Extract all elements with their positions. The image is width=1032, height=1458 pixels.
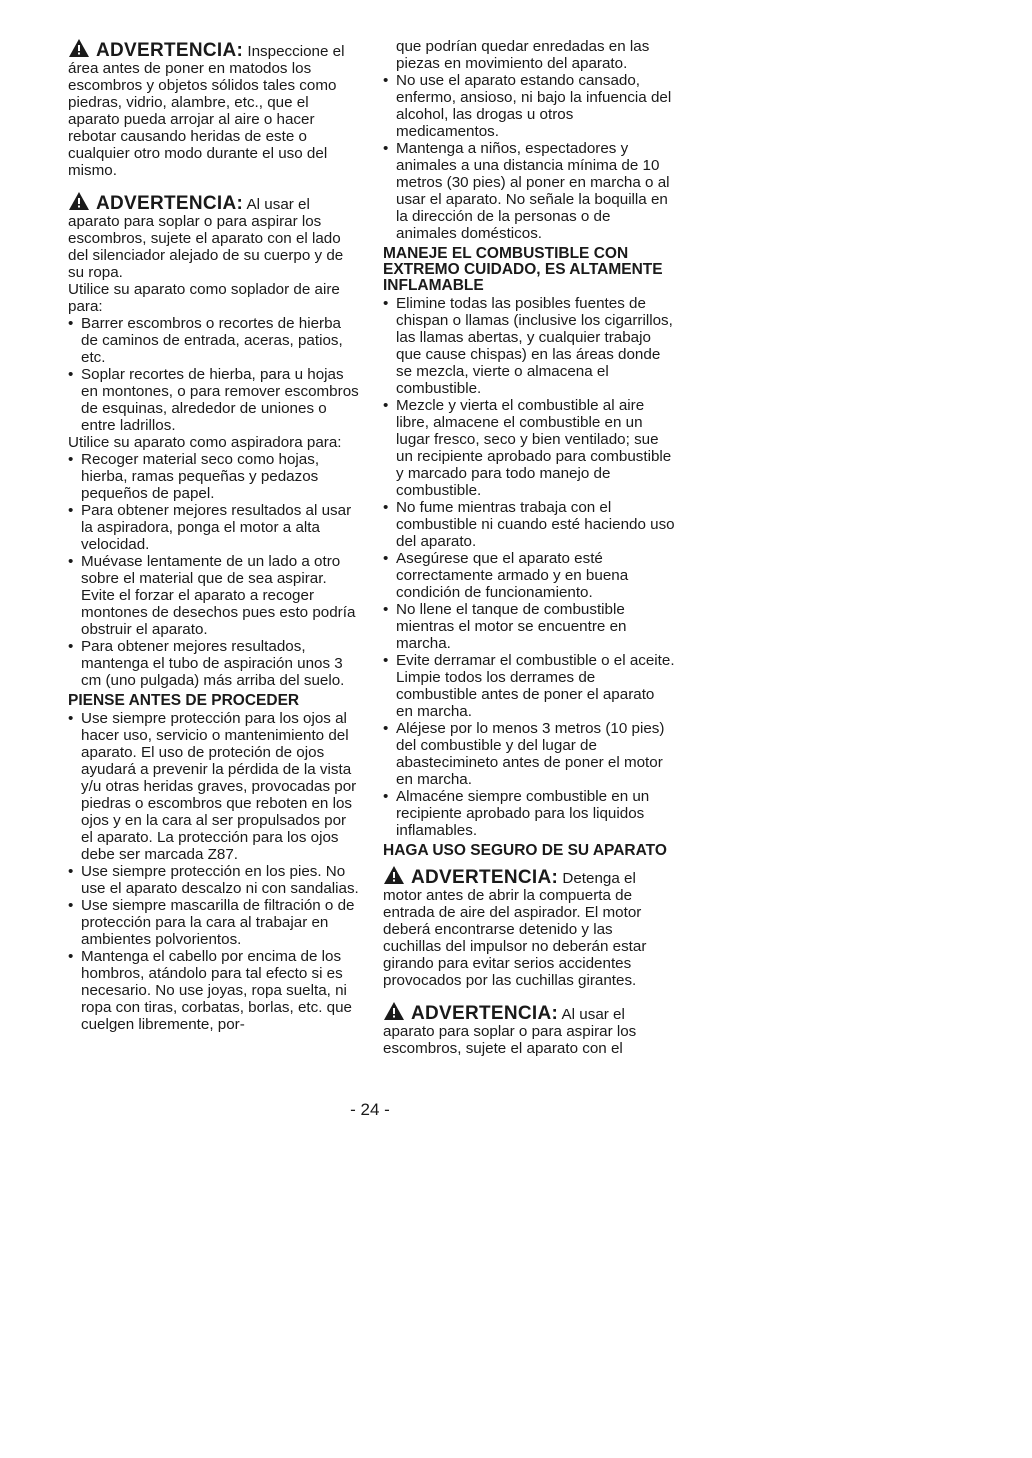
- list-item: • No llene el tanque de combustible mientras el motor se encuentre en marcha.: [383, 601, 675, 652]
- warning-label: ADVERTENCIA:: [96, 193, 244, 214]
- blower-intro: Utilice su aparato como soplador de aire para:: [68, 281, 340, 315]
- list-item: • Para obtener mejores resultados, mantenga el tubo de aspiración unos 3 cm (uno pulgada) más arriba del suelo.: [68, 638, 360, 689]
- conduct-list: [383, 72, 675, 242]
- warning-text: Detenga el motor antes de abrir la compuerta de entrada de aire del aspirador. El motor deberá encontrarse detenido y las cuchillas del impulsor no deberán estar girando para evitar serios accidentes provocados por las cuchillas girantes.: [383, 870, 647, 989]
- warning-text: Inspeccione el área antes de poner en matodos los escombros y objetos sólidos tales como piedras, vidrio, alambre, etc., que el aparato pueda arrojar al aire o hacer rebotar causando heridas de este o cualquier otro modo durante el uso del mismo.: [68, 43, 345, 179]
- list-item: • Recoger material seco como hojas, hierba, ramas pequeñas y pedazos pequeños de papel.: [68, 451, 360, 502]
- right-column: [383, 38, 675, 1057]
- warning-triangle-icon: [68, 38, 90, 58]
- list-item: • Mantenga el cabello por encima de los hombros, atándolo para tal efecto si es necesario. No use joyas, ropa suelta, ni ropa con tiras, corbatas, borlas, etc. que cuelgen libremente, por-: [68, 948, 360, 1033]
- list-item: • Soplar recortes de hierba, para u hojas en montones, o para remover escombros de esquinas, alrededor de uniones o entre ladrillos.: [68, 366, 360, 434]
- list-item: • Use siempre protección para los ojos al hacer uso, servicio o mantenimiento del aparato. El uso de proteción de ojos ayudará a prevenir la pérdida de la vista y/u otras heridas graves, provocadas por piedras o escombros que reboten en los ojos y en la cara al ser propulsados por el aparato. La protección para los ojos debe ser marcada Z87.: [68, 710, 360, 863]
- left-column: [68, 38, 360, 1033]
- list-item: • Muévase lentamente de un lado a otro sobre el material que de sea aspirar. Evite el forzar el aparato a recoger montones de desechos pues esto podría obstruir el aparato.: [68, 553, 360, 638]
- warning-label: ADVERTENCIA:: [411, 1003, 559, 1024]
- section-heading-safe-use: HAGA USO SEGURO DE SU APARATO: [383, 842, 667, 859]
- vacuum-list: [68, 451, 360, 689]
- page-number: - 24 -: [350, 1100, 390, 1119]
- warning-label: ADVERTENCIA:: [411, 867, 559, 888]
- warning-inspect-area: [68, 38, 360, 179]
- list-item: • No use el aparato estando cansado, enfermo, ansioso, ni bajo la infuencia del alcohol, las drogas u otros medicamentos.: [383, 72, 675, 140]
- warning-hold-muffler: [68, 191, 360, 281]
- warning-text: Al usar el aparato para soplar o para aspirar los escombros, sujete el aparato con el: [383, 1006, 637, 1057]
- list-item: • Barrer escombros o recortes de hierba de caminos de entrada, aceras, patios, etc.: [68, 315, 360, 366]
- continuation-text: que podrían quedar enredadas en las piezas en movimiento del aparato.: [396, 38, 650, 72]
- blower-list: [68, 315, 360, 434]
- warning-triangle-icon: [383, 1001, 405, 1021]
- list-item: • Para obtener mejores resultados al usar la aspiradora, ponga el motor a alta velocidad.: [68, 502, 360, 553]
- list-item: • No fume mientras trabaja con el combustible ni cuando esté haciendo uso del aparato.: [383, 499, 675, 550]
- list-item: • Aléjese por lo menos 3 metros (10 pies) del combustible y del lugar de abastecimineto antes de poner el motor en marcha.: [383, 720, 675, 788]
- section-heading-think: PIENSE ANTES DE PROCEDER: [68, 692, 300, 709]
- section-heading-fuel: MANEJE EL COMBUSTIBLE CON EXTREMO CUIDADO, ES ALTAMENTE INFLAMABLE: [383, 245, 663, 294]
- warning-stop-motor: [383, 865, 675, 989]
- list-item: • Asegúrese que el aparato esté correctamente armado y en buena condición de funcionamiento.: [383, 550, 675, 601]
- warning-triangle-icon: [383, 865, 405, 885]
- warning-hold-device: [383, 1001, 675, 1057]
- list-item: • Almacéne siempre combustible en un recipiente aprobado para los liquidos inflamables.: [383, 788, 675, 839]
- warning-label: ADVERTENCIA:: [96, 40, 244, 61]
- vacuum-intro: Utilice su aparato como aspiradora para:: [68, 434, 342, 451]
- warning-text: Al usar el aparato para soplar o para aspirar los escombros, sujete el aparato con el lado del silenciador alejado de su cuerpo y de su ropa.: [68, 196, 344, 281]
- think-list: [68, 710, 360, 1033]
- warning-triangle-icon: [68, 191, 90, 211]
- list-item: • Mezcle y vierta el combustible al aire libre, almacene el combustible en un lugar fresco, seco y bien ventilado; sue un recipiente aprobado para combustible y marcado para todo manejo de combustible.: [383, 397, 675, 499]
- list-item: • Use siempre protección en los pies. No use el aparato descalzo ni con sandalias.: [68, 863, 360, 897]
- list-item: • Use siempre mascarilla de filtración o de protección para la cara al trabajar en ambientes polvorientos.: [68, 897, 360, 948]
- list-item: • Evite derramar el combustible o el aceite. Limpie todos los derrames de combustible antes de poner el aparato en marcha.: [383, 652, 675, 720]
- list-item: • Elimine todas las posibles fuentes de chispan o llamas (inclusive los cigarrillos, las llamas abertas, y cualquier trabajo que cause chispas) en las áreas donde se mezcla, vierte o almacena el combustible.: [383, 295, 675, 397]
- list-item: • Mantenga a niños, espectadores y animales a una distancia mínima de 10 metros (30 pies) al poner en marcha o al usar el aparato. No señale la boquilla en la dirección de la personas o de animales domésticos.: [383, 140, 675, 242]
- fuel-list: [383, 295, 675, 839]
